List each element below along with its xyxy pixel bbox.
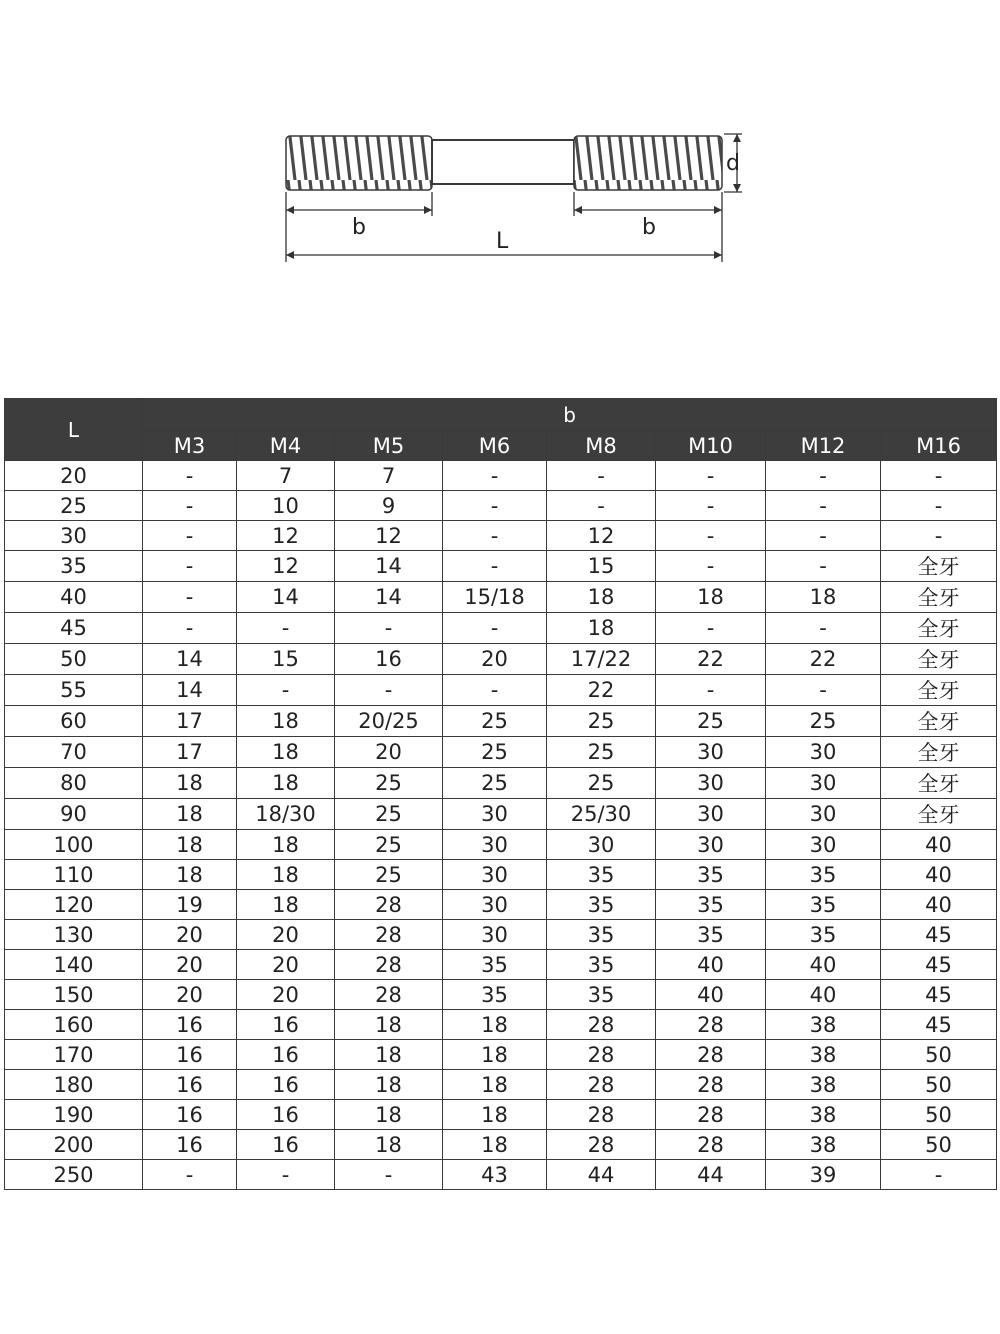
thread-length-cell: 35 <box>547 920 656 950</box>
thread-length-cell: 25 <box>335 830 443 860</box>
table-row <box>5 1100 997 1130</box>
thread-length-cell: - <box>335 675 443 706</box>
thread-length-cell: 14 <box>143 675 237 706</box>
thread-length-cell: 22 <box>547 675 656 706</box>
thread-length-cell: 28 <box>547 1040 656 1070</box>
thread-length-cell: 7 <box>335 461 443 491</box>
thread-length-cell: 35 <box>547 890 656 920</box>
thread-length-cell: 45 <box>881 920 997 950</box>
thread-length-cell: 18 <box>335 1010 443 1040</box>
thread-length-cell: - <box>143 613 237 644</box>
thread-length-cell: - <box>656 551 766 582</box>
thread-length-cell: 全牙 <box>881 768 997 799</box>
thread-length-cell: - <box>656 613 766 644</box>
thread-length-cell: 40 <box>766 950 881 980</box>
thread-length-cell: 20 <box>237 980 335 1010</box>
thread-length-cell: 28 <box>335 920 443 950</box>
thread-length-cell: - <box>143 551 237 582</box>
thread-length-cell: 18 <box>237 706 335 737</box>
thread-length-cell: 15/18 <box>443 582 547 613</box>
thread-length-cell: 16 <box>143 1070 237 1100</box>
length-cell: 120 <box>5 890 143 920</box>
thread-length-cell: 28 <box>656 1070 766 1100</box>
thread-length-cell: 25 <box>547 706 656 737</box>
thread-length-cell: 18 <box>335 1100 443 1130</box>
dimension-b-left-label: b <box>352 215 366 240</box>
thread-length-cell: 28 <box>547 1130 656 1160</box>
thread-length-cell: 全牙 <box>881 799 997 830</box>
thread-length-cell: 20 <box>237 920 335 950</box>
thread-length-cell: 40 <box>881 860 997 890</box>
thread-length-cell: 35 <box>443 950 547 980</box>
length-cell: 200 <box>5 1130 143 1160</box>
thread-length-cell: 18 <box>143 860 237 890</box>
thread-length-cell: 16 <box>237 1070 335 1100</box>
dimension-b-right-label: b <box>642 215 656 240</box>
thread-length-cell: 12 <box>237 551 335 582</box>
thread-length-cell: 50 <box>881 1040 997 1070</box>
table-row <box>5 768 997 799</box>
thread-length-cell: 16 <box>237 1130 335 1160</box>
thread-length-cell: 38 <box>766 1130 881 1160</box>
thread-length-cell: 25/30 <box>547 799 656 830</box>
right-thread <box>574 136 722 190</box>
thread-length-cell: 18 <box>237 737 335 768</box>
thread-length-cell: - <box>443 491 547 521</box>
thread-length-cell: 30 <box>656 768 766 799</box>
thread-length-cell: 30 <box>766 768 881 799</box>
table-row <box>5 706 997 737</box>
length-cell: 45 <box>5 613 143 644</box>
thread-length-cell: 16 <box>335 644 443 675</box>
thread-length-cell: 22 <box>766 644 881 675</box>
thread-length-cell: 28 <box>547 1010 656 1040</box>
thread-length-cell: 14 <box>335 582 443 613</box>
thread-length-cell: 35 <box>656 920 766 950</box>
thread-length-cell: - <box>656 461 766 491</box>
table-row <box>5 1160 997 1190</box>
thread-length-cell: 38 <box>766 1100 881 1130</box>
thread-length-cell: - <box>881 1160 997 1190</box>
table-row <box>5 491 997 521</box>
thread-length-cell: 38 <box>766 1010 881 1040</box>
thread-length-cell: 25 <box>766 706 881 737</box>
column-header-m8: M8 <box>547 431 656 461</box>
thread-length-cell: 25 <box>547 737 656 768</box>
thread-length-cell: 18 <box>143 799 237 830</box>
length-cell: 130 <box>5 920 143 950</box>
thread-length-cell: 18 <box>656 582 766 613</box>
thread-length-cell: 12 <box>335 521 443 551</box>
thread-length-cell: 38 <box>766 1040 881 1070</box>
thread-length-cell: 20 <box>443 644 547 675</box>
thread-length-cell: - <box>881 521 997 551</box>
thread-length-cell: - <box>443 461 547 491</box>
thread-length-cell: 40 <box>766 980 881 1010</box>
thread-length-cell: 25 <box>335 799 443 830</box>
specification-table <box>4 398 997 1190</box>
thread-length-cell: 全牙 <box>881 613 997 644</box>
left-thread <box>286 136 432 190</box>
thread-length-cell: - <box>443 551 547 582</box>
thread-length-cell: 12 <box>547 521 656 551</box>
table-row <box>5 737 997 768</box>
thread-length-cell: 18 <box>443 1100 547 1130</box>
thread-length-cell: - <box>656 675 766 706</box>
thread-length-cell: 18 <box>335 1040 443 1070</box>
length-cell: 40 <box>5 582 143 613</box>
thread-length-cell: 40 <box>881 830 997 860</box>
thread-length-cell: 45 <box>881 950 997 980</box>
thread-length-cell: - <box>766 613 881 644</box>
thread-length-cell: 18 <box>443 1040 547 1070</box>
thread-length-cell: 14 <box>143 644 237 675</box>
length-cell: 100 <box>5 830 143 860</box>
thread-length-cell: 38 <box>766 1070 881 1100</box>
table-row <box>5 860 997 890</box>
column-header-m5: M5 <box>335 431 443 461</box>
thread-length-cell: 18 <box>547 582 656 613</box>
thread-length-cell: 25 <box>443 768 547 799</box>
thread-length-cell: 39 <box>766 1160 881 1190</box>
thread-length-cell: - <box>143 521 237 551</box>
thread-length-cell: 10 <box>237 491 335 521</box>
thread-length-cell: 全牙 <box>881 737 997 768</box>
thread-length-cell: - <box>766 521 881 551</box>
thread-length-cell: - <box>656 491 766 521</box>
length-cell: 250 <box>5 1160 143 1190</box>
thread-length-cell: 16 <box>237 1010 335 1040</box>
row-header-L: L <box>5 399 143 461</box>
thread-length-cell: - <box>656 521 766 551</box>
length-cell: 60 <box>5 706 143 737</box>
thread-length-cell: 44 <box>547 1160 656 1190</box>
length-cell: 180 <box>5 1070 143 1100</box>
thread-length-cell: 18 <box>237 890 335 920</box>
thread-length-cell: - <box>143 461 237 491</box>
thread-length-cell: 全牙 <box>881 582 997 613</box>
thread-length-cell: 18 <box>443 1070 547 1100</box>
thread-length-cell: - <box>881 491 997 521</box>
thread-length-cell: 25 <box>656 706 766 737</box>
table-row <box>5 551 997 582</box>
thread-length-cell: 17 <box>143 737 237 768</box>
thread-length-cell: 18 <box>335 1070 443 1100</box>
thread-length-cell: 43 <box>443 1160 547 1190</box>
thread-length-cell: 30 <box>766 737 881 768</box>
thread-length-cell: 50 <box>881 1070 997 1100</box>
thread-length-cell: 50 <box>881 1100 997 1130</box>
table-row <box>5 890 997 920</box>
thread-length-cell: - <box>766 675 881 706</box>
thread-length-cell: 18/30 <box>237 799 335 830</box>
length-cell: 20 <box>5 461 143 491</box>
table-row <box>5 980 997 1010</box>
thread-length-cell: 18 <box>335 1130 443 1160</box>
column-header-m16: M16 <box>881 431 997 461</box>
thread-length-cell: 16 <box>143 1130 237 1160</box>
thread-length-cell: 30 <box>766 799 881 830</box>
table-row <box>5 830 997 860</box>
thread-length-cell: 22 <box>656 644 766 675</box>
thread-length-cell: 28 <box>547 1100 656 1130</box>
thread-length-cell: - <box>766 491 881 521</box>
table-row <box>5 799 997 830</box>
column-header-m6: M6 <box>443 431 547 461</box>
thread-length-cell: - <box>143 491 237 521</box>
thread-length-cell: 45 <box>881 980 997 1010</box>
thread-length-cell: 40 <box>656 980 766 1010</box>
thread-length-cell: - <box>766 461 881 491</box>
length-cell: 25 <box>5 491 143 521</box>
thread-length-cell: 16 <box>237 1040 335 1070</box>
length-cell: 170 <box>5 1040 143 1070</box>
length-cell: 70 <box>5 737 143 768</box>
dimension-L-label: L <box>496 229 509 254</box>
table-row <box>5 920 997 950</box>
stud-bolt-diagram <box>0 0 1000 300</box>
table-row <box>5 461 997 491</box>
thread-length-cell: 28 <box>656 1130 766 1160</box>
thread-length-cell: - <box>766 551 881 582</box>
column-header-m4: M4 <box>237 431 335 461</box>
length-cell: 55 <box>5 675 143 706</box>
thread-length-cell: 30 <box>766 830 881 860</box>
thread-length-cell: - <box>881 461 997 491</box>
length-cell: 140 <box>5 950 143 980</box>
table-row <box>5 950 997 980</box>
thread-length-cell: - <box>143 582 237 613</box>
thread-length-cell: - <box>443 521 547 551</box>
thread-length-cell: - <box>143 1160 237 1190</box>
column-header-m3: M3 <box>143 431 237 461</box>
thread-length-cell: 17 <box>143 706 237 737</box>
thread-length-cell: 30 <box>443 890 547 920</box>
thread-length-cell: 18 <box>143 768 237 799</box>
dimension-d-label: d <box>726 151 740 176</box>
thread-length-cell: 17/22 <box>547 644 656 675</box>
thread-length-cell: 15 <box>547 551 656 582</box>
thread-length-cell: 16 <box>237 1100 335 1130</box>
thread-length-cell: 18 <box>766 582 881 613</box>
thread-length-cell: - <box>547 491 656 521</box>
thread-length-cell: 50 <box>881 1130 997 1160</box>
thread-length-cell: - <box>547 461 656 491</box>
length-cell: 90 <box>5 799 143 830</box>
thread-length-cell: 12 <box>237 521 335 551</box>
thread-length-cell: 28 <box>335 980 443 1010</box>
thread-length-cell: - <box>335 613 443 644</box>
thread-length-cell: 16 <box>143 1040 237 1070</box>
thread-length-cell: 35 <box>656 860 766 890</box>
table-row <box>5 613 997 644</box>
length-cell: 30 <box>5 521 143 551</box>
thread-length-cell: 28 <box>656 1040 766 1070</box>
length-cell: 160 <box>5 1010 143 1040</box>
thread-length-cell: 25 <box>547 768 656 799</box>
thread-length-cell: 45 <box>881 1010 997 1040</box>
thread-length-cell: 16 <box>143 1100 237 1130</box>
thread-length-cell: 28 <box>335 890 443 920</box>
thread-length-cell: 35 <box>766 860 881 890</box>
thread-length-cell: 28 <box>656 1100 766 1130</box>
thread-length-cell: 30 <box>443 799 547 830</box>
length-cell: 80 <box>5 768 143 799</box>
thread-length-cell: 18 <box>443 1010 547 1040</box>
thread-length-cell: 35 <box>547 950 656 980</box>
thread-length-cell: 28 <box>547 1070 656 1100</box>
thread-length-cell: - <box>443 613 547 644</box>
column-header-m12: M12 <box>766 431 881 461</box>
thread-length-cell: 全牙 <box>881 644 997 675</box>
length-cell: 35 <box>5 551 143 582</box>
thread-length-cell: - <box>237 1160 335 1190</box>
group-header-b: b <box>143 399 997 431</box>
length-cell: 150 <box>5 980 143 1010</box>
thread-length-cell: 35 <box>443 980 547 1010</box>
thread-length-cell: 18 <box>237 830 335 860</box>
thread-length-cell: 30 <box>656 799 766 830</box>
table-row <box>5 582 997 613</box>
thread-length-cell: - <box>335 1160 443 1190</box>
thread-length-cell: 35 <box>766 920 881 950</box>
table-row <box>5 521 997 551</box>
table-row <box>5 644 997 675</box>
thread-length-cell: 35 <box>547 980 656 1010</box>
thread-length-cell: 18 <box>443 1130 547 1160</box>
thread-length-cell: 30 <box>656 737 766 768</box>
thread-length-cell: 18 <box>143 830 237 860</box>
shank <box>432 140 574 184</box>
thread-length-cell: 44 <box>656 1160 766 1190</box>
thread-length-cell: 14 <box>335 551 443 582</box>
thread-length-cell: 28 <box>335 950 443 980</box>
thread-length-cell: 30 <box>443 860 547 890</box>
length-cell: 50 <box>5 644 143 675</box>
thread-length-cell: 25 <box>443 706 547 737</box>
thread-length-cell: 全牙 <box>881 551 997 582</box>
column-header-m10: M10 <box>656 431 766 461</box>
table-row <box>5 1070 997 1100</box>
thread-length-cell: 20 <box>237 950 335 980</box>
thread-length-cell: 28 <box>656 1010 766 1040</box>
thread-length-cell: - <box>443 675 547 706</box>
thread-length-cell: - <box>237 613 335 644</box>
table-row <box>5 1130 997 1160</box>
thread-length-cell: 40 <box>656 950 766 980</box>
thread-length-cell: 35 <box>656 890 766 920</box>
thread-length-cell: 30 <box>443 830 547 860</box>
thread-length-cell: 20 <box>143 980 237 1010</box>
length-cell: 190 <box>5 1100 143 1130</box>
thread-length-cell: 7 <box>237 461 335 491</box>
thread-length-cell: 19 <box>143 890 237 920</box>
table-row <box>5 1010 997 1040</box>
thread-length-cell: 16 <box>143 1010 237 1040</box>
thread-length-cell: 20 <box>335 737 443 768</box>
thread-length-cell: 30 <box>443 920 547 950</box>
thread-length-cell: 18 <box>237 768 335 799</box>
thread-length-cell: 25 <box>443 737 547 768</box>
thread-length-cell: 35 <box>547 860 656 890</box>
thread-length-cell: 18 <box>237 860 335 890</box>
thread-length-cell: 25 <box>335 860 443 890</box>
thread-length-cell: 14 <box>237 582 335 613</box>
thread-length-cell: 30 <box>547 830 656 860</box>
thread-length-cell: 20 <box>143 950 237 980</box>
thread-length-cell: 全牙 <box>881 675 997 706</box>
thread-length-cell: 15 <box>237 644 335 675</box>
thread-length-cell: 30 <box>656 830 766 860</box>
thread-length-cell: 18 <box>547 613 656 644</box>
thread-length-cell: 25 <box>335 768 443 799</box>
thread-length-cell: 35 <box>766 890 881 920</box>
thread-length-cell: 全牙 <box>881 706 997 737</box>
thread-length-cell: 20 <box>143 920 237 950</box>
table-row <box>5 675 997 706</box>
thread-length-cell: 20/25 <box>335 706 443 737</box>
thread-length-cell: 40 <box>881 890 997 920</box>
thread-length-cell: 9 <box>335 491 443 521</box>
length-cell: 110 <box>5 860 143 890</box>
thread-length-cell: - <box>237 675 335 706</box>
table-row <box>5 1040 997 1070</box>
